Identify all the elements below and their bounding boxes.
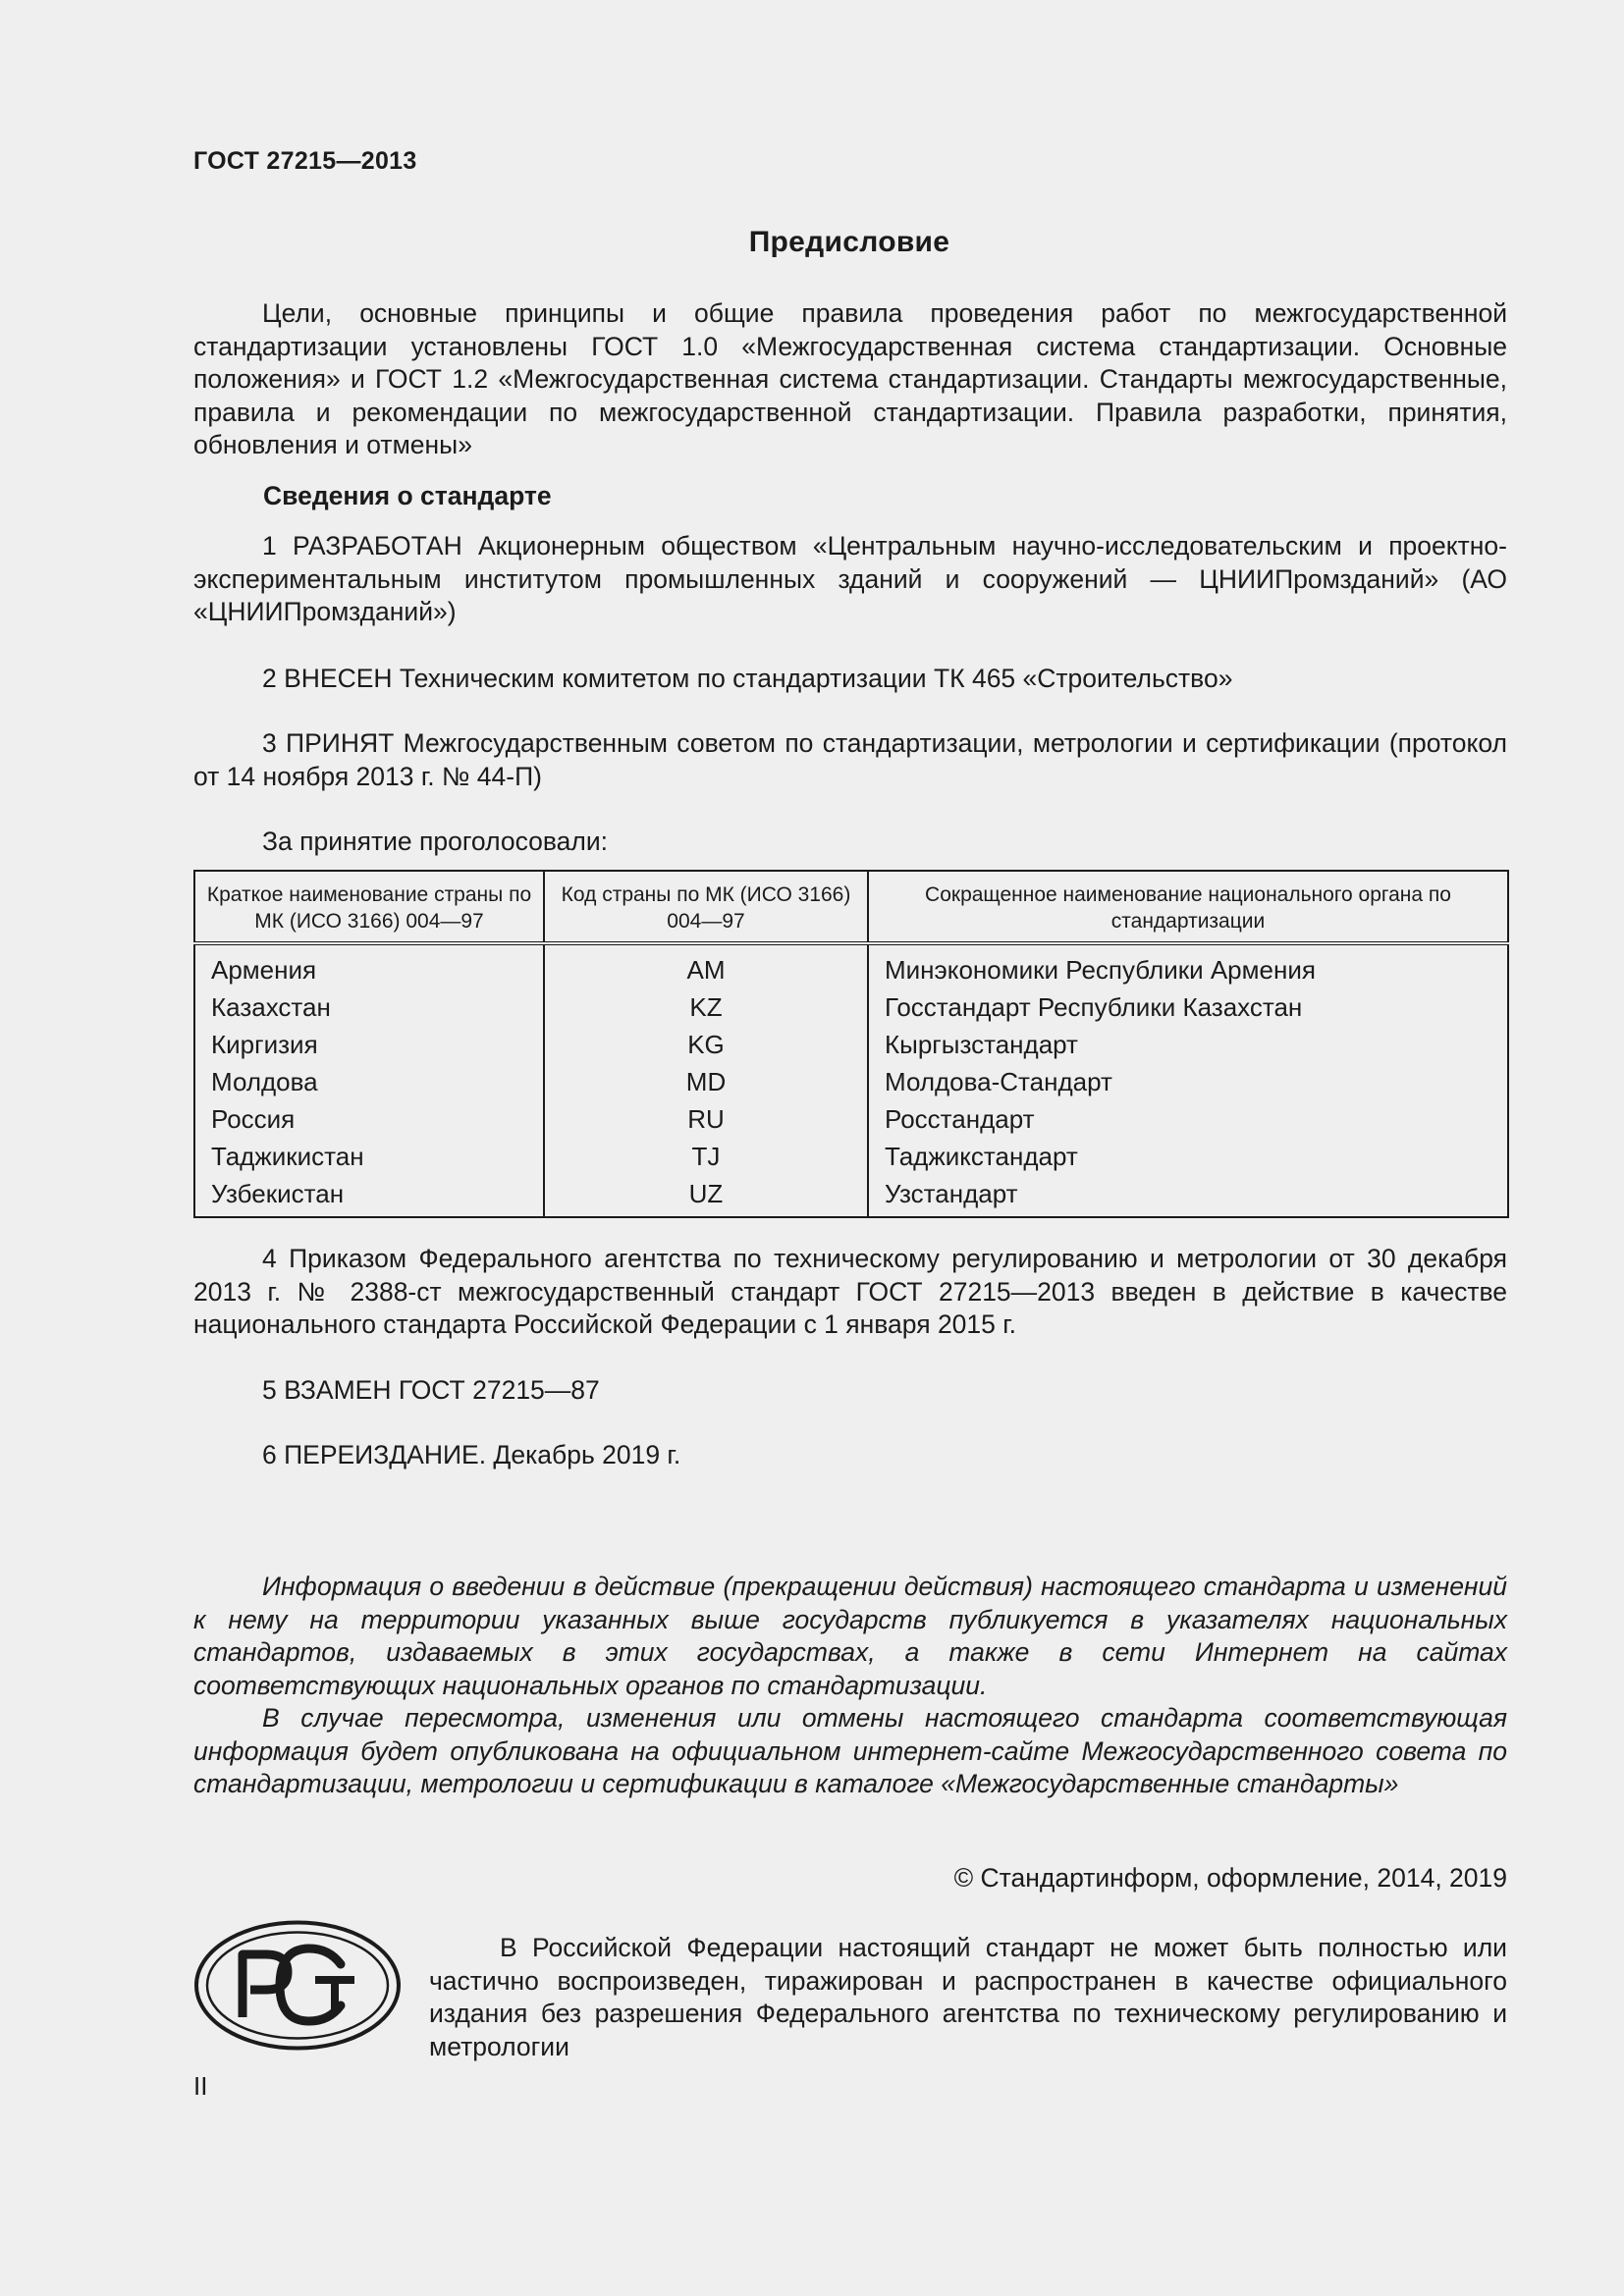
country-cell: Таджикистан bbox=[194, 1138, 544, 1175]
table-header-body: Сокращенное наименование национального органа по стандартизации bbox=[868, 871, 1508, 943]
table-row bbox=[194, 1175, 1508, 1217]
rst-logo-icon bbox=[193, 1919, 402, 2052]
body-cell: Узстандарт bbox=[885, 1179, 1018, 1208]
item-6-paragraph: 6 ПЕРЕИЗДАНИЕ. Декабрь 2019 г. bbox=[262, 1440, 681, 1469]
copyright-notice: В Российской Федерации настоящий стандарт не может быть полностью или частично воспроизведен, тиражирован и распространен в качестве официального издания без разрешения Федерального агентства по техническому регулированию и метрологии bbox=[429, 1933, 1507, 2061]
page-number: II bbox=[193, 2071, 208, 2101]
vote-label: За принятие проголосовали: bbox=[262, 827, 609, 856]
code-cell: RU bbox=[544, 1100, 868, 1138]
body-cell: Госстандарт Республики Казахстан bbox=[885, 992, 1303, 1022]
table-row bbox=[194, 988, 1508, 1026]
body-cell: Молдова-Стандарт bbox=[885, 1067, 1112, 1096]
intro-paragraph: Цели, основные принципы и общие правила проведения работ по межгосударственной стандартизации установлены ГОСТ 1.0 «Межгосударственная система стандартизации. Основные положения» и ГОСТ 1.2 «Межгосударственная система стандартизации. Стандарты межгосударственные, правила и рекомендации по межгосударственной стандартизации. Правила разработки, принятия, обновления и отмены» bbox=[193, 298, 1507, 459]
item-1-paragraph: 1 РАЗРАБОТАН Акционерным обществом «Центральным научно-исследовательским и проектно-экспериментальным институтом промышленных зданий и сооружений — ЦНИИПромзданий» (АО «ЦНИИПромзданий») bbox=[193, 531, 1507, 626]
item-4-paragraph: 4 Приказом Федерального агентства по техническому регулированию и метрологии от 30 декабря 2013 г. № 2388-ст межгосударственный стандарт ГОСТ 27215—2013 введен в действие в качестве национального стандарта Российской Федерации с 1 января 2015 г. bbox=[193, 1244, 1507, 1339]
country-cell: Киргизия bbox=[194, 1026, 544, 1063]
body-cell: Росстандарт bbox=[885, 1104, 1035, 1134]
code-cell: MD bbox=[544, 1063, 868, 1100]
table-row bbox=[194, 943, 1508, 988]
item-3-paragraph: 3 ПРИНЯТ Межгосударственным советом по стандартизации, метрологии и сертификации (протокол от 14 ноября 2013 г. № 44-П) bbox=[193, 728, 1507, 791]
code-cell: KG bbox=[544, 1026, 868, 1063]
info-paragraph: Информация о введении в действие (прекращении действия) настоящего стандарта и изменений к нему на территории указанных выше государств публикуется в указателях национальных стандартов, издаваемых в этих государствах, а также в сети Интернет на сайтах соответствующих национальных органов по стандартизации. bbox=[193, 1572, 1507, 1700]
table-header-code: Код страны по МК (ИСО 3166) 004—97 bbox=[544, 871, 868, 943]
revision-paragraph: В случае пересмотра, изменения или отмены настоящего стандарта соответствующая информация будет опубликована на официальном интернет-сайте Межгосударственного совета по стандартизации, метрологии и сертификации в каталоге «Межгосударственные стандарты» bbox=[193, 1703, 1507, 1798]
country-cell: Узбекистан bbox=[194, 1175, 544, 1217]
body-cell: Минэкономики Республики Армения bbox=[885, 955, 1316, 985]
table-header-row bbox=[194, 871, 1508, 943]
standard-header: ГОСТ 27215—2013 bbox=[193, 147, 417, 175]
country-cell: Армения bbox=[194, 943, 544, 988]
body-cell: Кыргызстандарт bbox=[885, 1030, 1078, 1059]
item-5-paragraph: 5 ВЗАМЕН ГОСТ 27215—87 bbox=[262, 1375, 600, 1405]
table-row bbox=[194, 1100, 1508, 1138]
country-cell: Россия bbox=[194, 1100, 544, 1138]
code-cell: UZ bbox=[544, 1175, 868, 1217]
table-row bbox=[194, 1026, 1508, 1063]
section-subheading: Сведения о стандарте bbox=[263, 481, 552, 510]
code-cell: AM bbox=[544, 943, 868, 988]
table-header-country: Краткое наименование страны по МК (ИСО 3166) 004—97 bbox=[194, 871, 544, 943]
table-row bbox=[194, 1138, 1508, 1175]
country-cell: Казахстан bbox=[194, 988, 544, 1026]
code-cell: TJ bbox=[544, 1138, 868, 1175]
countries-table bbox=[193, 870, 1509, 1218]
item-2-paragraph: 2 ВНЕСЕН Техническим комитетом по стандартизации ТК 465 «Строительство» bbox=[262, 664, 1233, 693]
code-cell: KZ bbox=[544, 988, 868, 1026]
page-title: Предисловие bbox=[748, 226, 950, 258]
table-row bbox=[194, 1063, 1508, 1100]
body-cell: Таджикстандарт bbox=[885, 1142, 1078, 1171]
copyright-line: © Стандартинформ, оформление, 2014, 2019 bbox=[953, 1863, 1507, 1893]
country-cell: Молдова bbox=[194, 1063, 544, 1100]
